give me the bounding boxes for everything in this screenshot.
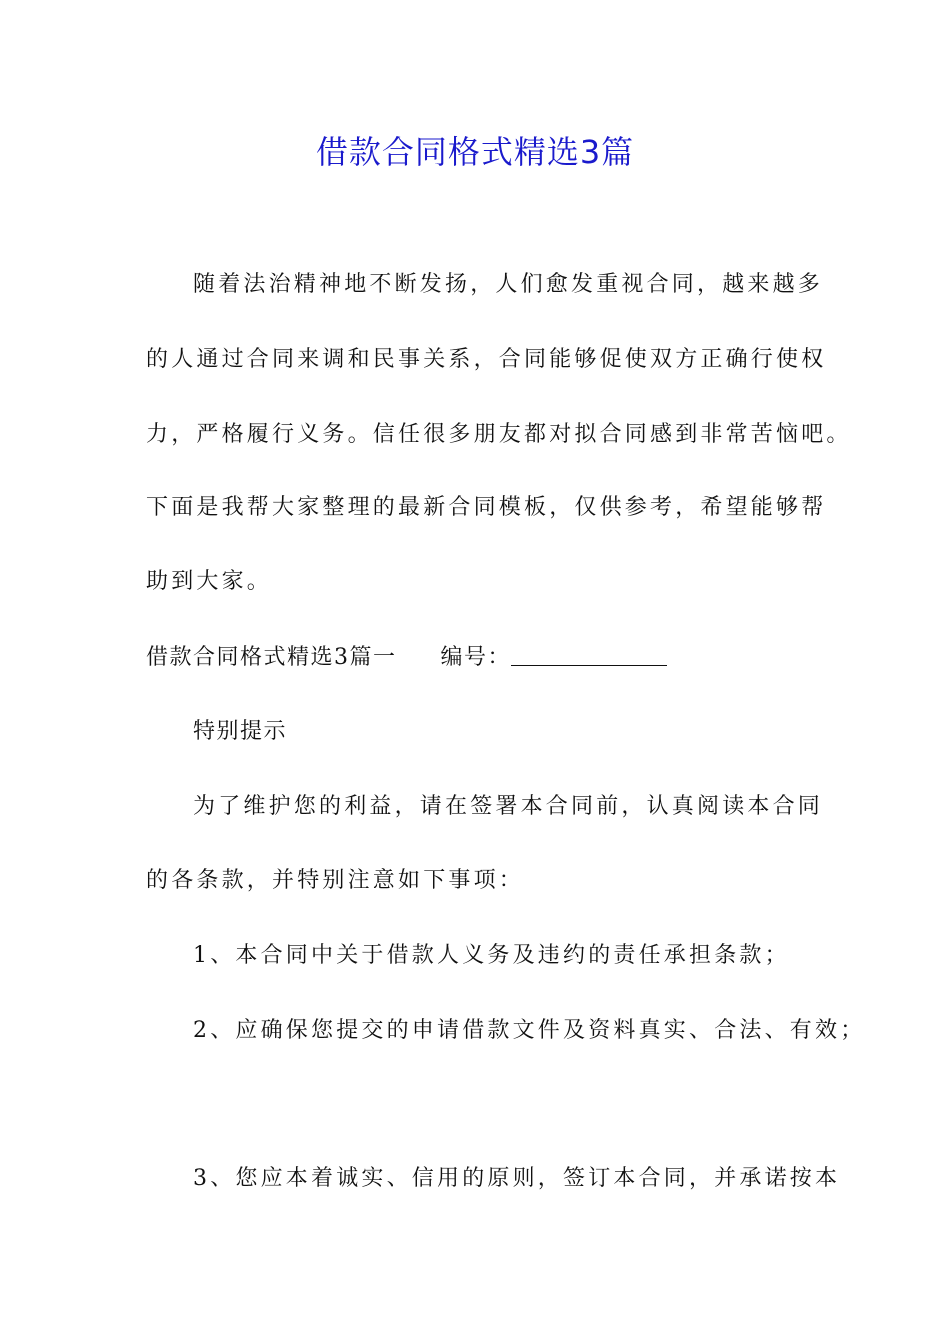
intro-line-5: 助到大家。 [146, 569, 273, 594]
document-title: 借款合同格式精选3篇 [315, 133, 635, 171]
intro-line-4: 下面是我帮大家整理的最新合同模板，仅供参考，希望能够帮 [146, 495, 827, 520]
number-label: 编号： [440, 645, 512, 670]
section-heading: 借款合同格式精选3篇一 [146, 645, 397, 670]
special-notice-heading: 特别提示 [193, 719, 288, 744]
notice-line-1: 为了维护您的利益，请在签署本合同前，认真阅读本合同 [193, 794, 824, 819]
list-item-3: 3、您应本着诚实、信用的原则，签订本合同，并承诺按本 [193, 1166, 841, 1191]
number-blank-line [511, 643, 667, 666]
intro-line-2: 的人通过合同来调和民事关系，合同能够促使双方正确行使权 [146, 347, 827, 372]
section-heading-row [146, 643, 826, 673]
list-item-1: 1、本合同中关于借款人义务及违约的责任承担条款； [193, 943, 790, 968]
intro-line-3: 力，严格履行义务。信任很多朋友都对拟合同感到非常苦恼吧。 [146, 422, 852, 447]
list-item-2: 2、应确保您提交的申请借款文件及资料真实、合法、有效； [193, 1018, 866, 1043]
intro-line-1: 随着法治精神地不断发扬，人们愈发重视合同，越来越多 [193, 272, 824, 297]
notice-line-2: 的各条款，并特别注意如下事项： [146, 868, 525, 893]
